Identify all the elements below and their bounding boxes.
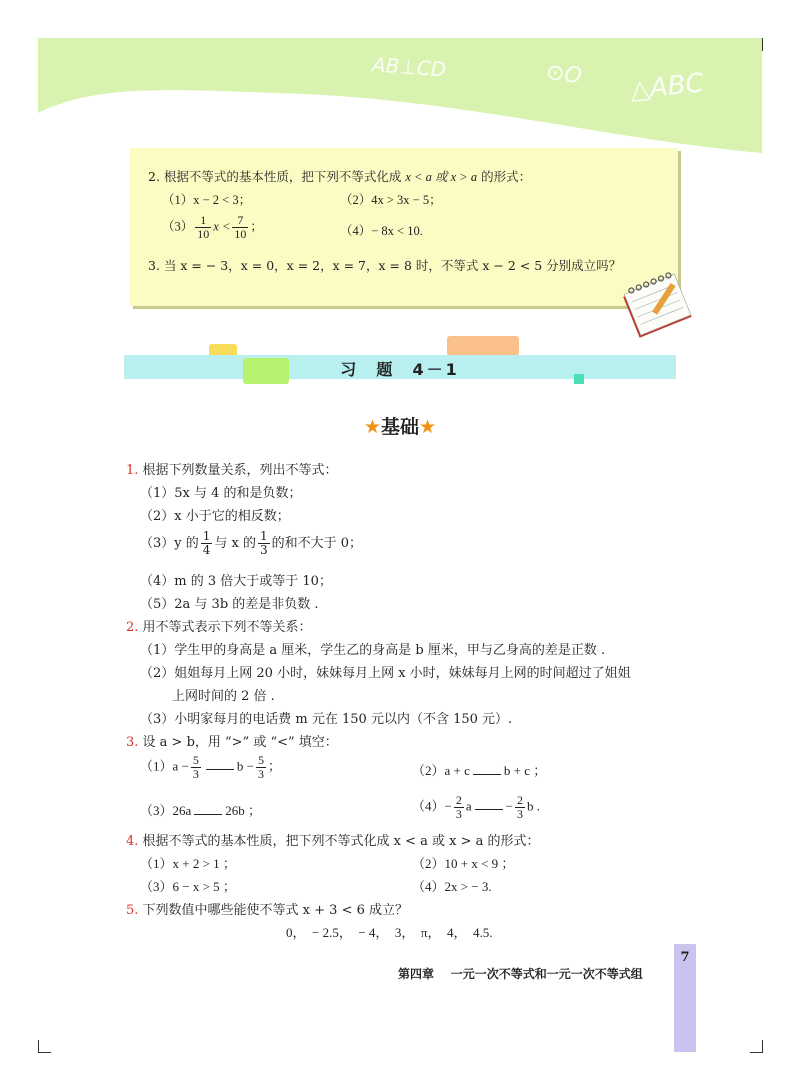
problem-1-stem: 1. 根据下列数量关系，列出不等式： bbox=[126, 463, 338, 478]
banner-decor-teal bbox=[574, 374, 584, 384]
basic-heading: ★基础★ bbox=[363, 416, 437, 438]
crop-mark bbox=[750, 1040, 763, 1053]
problem-1-item2: （2）x 小于它的相反数； bbox=[140, 509, 290, 524]
problem-3-item1: （1）a − $\frac{5}{3}$ b − $\frac{5}{3}$ ； bbox=[140, 753, 281, 781]
problem-2-item3: （3）小明家每月的电话费 m 元在 150 元以内（不含 150 元）. bbox=[140, 712, 513, 727]
star-icon: ★ bbox=[363, 416, 381, 438]
problem-1-item1: （1）5x 与 4 的和是负数； bbox=[140, 486, 302, 501]
problem-1-item3: （3）y 的 $\frac{1}{4}$ 与 x 的 $\frac{1}{3}$ 的和不大于 0； bbox=[140, 529, 363, 557]
answer-blank[interactable] bbox=[475, 797, 503, 810]
box-q2-item1: （1）x − 2 < 3； bbox=[162, 193, 252, 207]
problem-4-item1: （1）x + 2 > 1 ； bbox=[140, 856, 236, 871]
section-title: 习 题 4－1 bbox=[340, 360, 460, 379]
problem-4-item2: （2）10 + x < 9 ； bbox=[412, 856, 515, 871]
problem-3-item4: （4）− $\frac{2}{3}$ a − $\frac{2}{3}$ b . bbox=[412, 793, 540, 821]
banner-decor-orange bbox=[447, 336, 519, 356]
problem-4-item3: （3）6 − x > 5 ； bbox=[140, 879, 236, 894]
star-icon: ★ bbox=[419, 416, 437, 438]
box-q2-item4: （4）− 8x < 10. bbox=[340, 224, 423, 238]
problem-5-stem: 5. 下列数值中哪些能使不等式 x + 3 < 6 成立？ bbox=[126, 903, 408, 918]
header-symbol-circle: ⊙O bbox=[544, 59, 584, 90]
answer-blank[interactable] bbox=[194, 802, 222, 815]
answer-blank[interactable] bbox=[473, 762, 501, 775]
box-q2-item2: （2）4x > 3x − 5； bbox=[340, 193, 442, 207]
notebook-pencil-icon bbox=[620, 272, 700, 344]
answer-blank[interactable] bbox=[206, 757, 234, 770]
problem-4-stem: 4. 根据不等式的基本性质，把下列不等式化成 x < a 或 x > a 的形式： bbox=[126, 834, 540, 849]
banner-decor-green bbox=[243, 358, 289, 384]
problem-1-item4: （4）m 的 3 倍大于或等于 10； bbox=[140, 574, 332, 589]
header-symbol-triangle: △ABC bbox=[628, 68, 706, 106]
box-q3: 3. 当 x = − 3，x = 0，x = 2，x = 7，x = 8 时，不等式 x − 2 < 5 分别成立吗？ bbox=[148, 258, 622, 273]
crop-mark bbox=[38, 1040, 51, 1053]
problem-3-item3: （3）26a 26b ； bbox=[140, 803, 262, 818]
box-q2-item3: （3） $\frac{1}{10}$ x < $\frac{7}{10}$ ； bbox=[162, 213, 263, 241]
problem-2-item2: （2）姐姐每月上网 20 小时，妹妹每月上网 x 小时，妹妹每月上网的时间超过了姐姐 bbox=[140, 666, 631, 681]
page-number: 7 bbox=[680, 950, 690, 965]
problem-2-stem: 2. 用不等式表示下列不等关系： bbox=[126, 620, 312, 635]
problem-5-values: 0， − 2.5， − 4， 3， π， 4， 4.5. bbox=[286, 925, 493, 940]
problem-1-item5: （5）2a 与 3b 的差是非负数 . bbox=[140, 597, 319, 612]
header-symbol-perpendicular: AB⊥CD bbox=[371, 52, 447, 82]
problem-3-stem: 3. 设 a > b，用 “>” 或 “<” 填空： bbox=[126, 735, 338, 750]
problem-3-item2: （2）a + c b + c ； bbox=[412, 763, 547, 778]
problem-4-item4: （4）2x > − 3. bbox=[412, 879, 492, 894]
problem-2-item1: （1）学生甲的身高是 a 厘米，学生乙的身高是 b 厘米，甲与乙身高的差是正数 . bbox=[140, 643, 606, 658]
problem-2-item2-cont: 上网时间的 2 倍 . bbox=[172, 689, 275, 704]
chapter-footer: 第四章 一元一次不等式和一元一次不等式组 bbox=[398, 967, 643, 981]
box-q2-stem: 2. 根据不等式的基本性质，把下列不等式化成 x < a 或 x > a 的形式： bbox=[148, 169, 532, 184]
